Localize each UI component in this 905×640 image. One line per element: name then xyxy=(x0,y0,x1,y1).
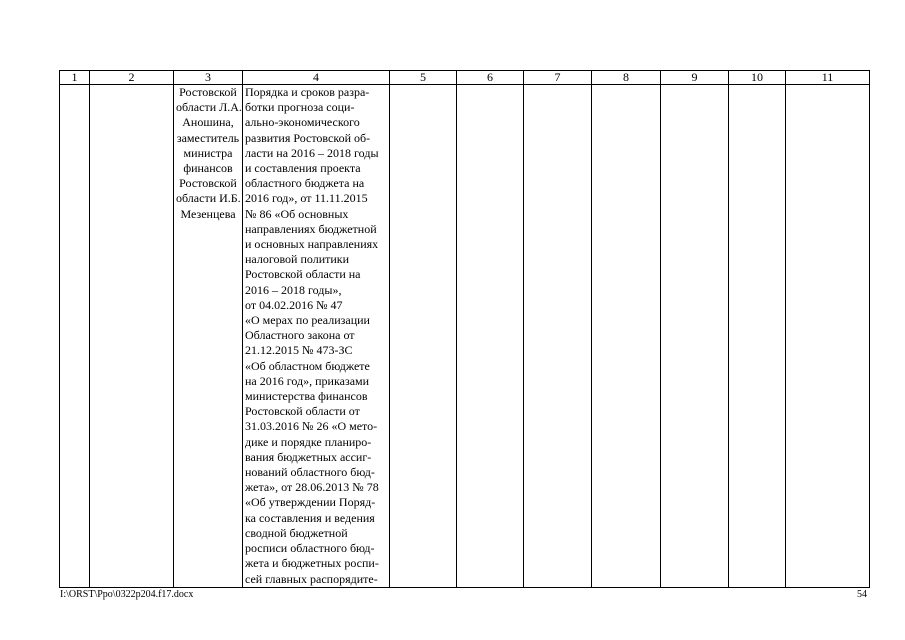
cell-text-line: Аношина, xyxy=(182,115,234,130)
table-cell-col5 xyxy=(390,85,457,588)
cell-text-line: 2016 год», от 11.11.2015 xyxy=(245,191,368,206)
cell-text-line: вания бюджетных ассиг- xyxy=(245,449,372,464)
cell-text-line: росписи областного бюд- xyxy=(245,541,375,556)
cell-text-line: дике и порядке планиро- xyxy=(245,434,372,449)
column-number-3: 3 xyxy=(174,71,243,85)
table-cell-col9 xyxy=(661,85,729,588)
cell-text-line: Порядка и сроков разра- xyxy=(245,85,370,99)
cell-text-line: «О мерах по реализации xyxy=(245,313,370,328)
cell-text-line: жета и бюджетных роспи- xyxy=(245,556,379,571)
cell-text-line: на 2016 год», приказами xyxy=(245,373,370,388)
cell-text-line: направлениях бюджетной xyxy=(245,221,377,236)
column-number-8: 8 xyxy=(592,71,661,85)
table-cell-col3 xyxy=(174,85,243,588)
page-number: 54 xyxy=(857,589,867,600)
cell-text-line: области И.Б. xyxy=(176,191,241,206)
cell-text-line: № 86 «Об основных xyxy=(245,206,349,221)
cell-text-line: и составления проекта xyxy=(245,161,361,176)
column-number-11: 11 xyxy=(786,71,870,85)
column-number-6: 6 xyxy=(457,71,524,85)
cell-text-line: ально-экономического xyxy=(245,115,360,130)
table-cell-col6 xyxy=(457,85,524,588)
cell-text-line: Ростовской xyxy=(179,176,237,191)
cell-text-line: областного бюджета на xyxy=(245,176,365,191)
cell-text-line: нований областного бюд- xyxy=(245,465,375,480)
table-row xyxy=(60,85,870,588)
cell-text-line: ботки прогноза соци- xyxy=(245,100,355,115)
cell-text-line: 31.03.2016 № 26 «О мето- xyxy=(245,419,378,434)
column-number-2: 2 xyxy=(90,71,174,85)
cell-text-line: развития Ростовской об- xyxy=(245,130,371,145)
cell-text-line: жета», от 28.06.2013 № 78 xyxy=(245,480,379,495)
document-table xyxy=(59,70,870,588)
cell-text-line: Мезенцева xyxy=(180,206,236,221)
cell-text-line: сводной бюджетной xyxy=(245,525,348,540)
cell-text-line: «Об областном бюджете xyxy=(245,358,370,373)
table-header-row xyxy=(60,71,870,85)
table-cell-col8 xyxy=(592,85,661,588)
cell-text-line: налоговой политики xyxy=(245,252,350,267)
table-cell-col1 xyxy=(60,85,90,588)
column-number-4: 4 xyxy=(243,71,390,85)
column-number-9: 9 xyxy=(661,71,729,85)
cell-text-line: от 04.02.2016 № 47 xyxy=(245,297,343,312)
cell-text-line: 2016 – 2018 годы», xyxy=(245,282,342,297)
cell-text-line: 21.12.2015 № 473-ЗС xyxy=(245,343,353,358)
cell-text-line: Ростовской xyxy=(179,85,237,99)
table-cell-col4 xyxy=(243,85,390,588)
cell-text-line: Областного закона от xyxy=(245,328,355,343)
column-number-7: 7 xyxy=(524,71,592,85)
cell-text-line: ласти на 2016 – 2018 годы xyxy=(245,145,379,160)
cell-text-line: финансов xyxy=(183,161,233,176)
column-number-10: 10 xyxy=(729,71,786,85)
cell-text-line: области Л.А. xyxy=(176,100,242,115)
table-cell-col7 xyxy=(524,85,592,588)
table-cell-col2 xyxy=(90,85,174,588)
cell-text-line: и основных направлениях xyxy=(245,237,379,252)
cell-text-line: «Об утверждении Поряд- xyxy=(245,495,376,510)
cell-text-line: министерства финансов xyxy=(245,389,368,404)
footer-file-path: I:\ORST\Ppo\0322p204.f17.docx xyxy=(60,589,194,600)
cell-text-line: заместитель xyxy=(176,130,240,145)
cell-text-line: ка составления и ведения xyxy=(245,510,375,525)
column-number-1: 1 xyxy=(60,71,90,85)
table-cell-col11 xyxy=(786,85,870,588)
cell-text-line: Ростовской области от xyxy=(245,404,360,419)
column-number-5: 5 xyxy=(390,71,457,85)
cell-text-line: сей главных распорядите- xyxy=(245,571,378,586)
cell-text-line: министра xyxy=(183,145,233,160)
table-cell-col10 xyxy=(729,85,786,588)
cell-text-line: Ростовской области на xyxy=(245,267,361,282)
